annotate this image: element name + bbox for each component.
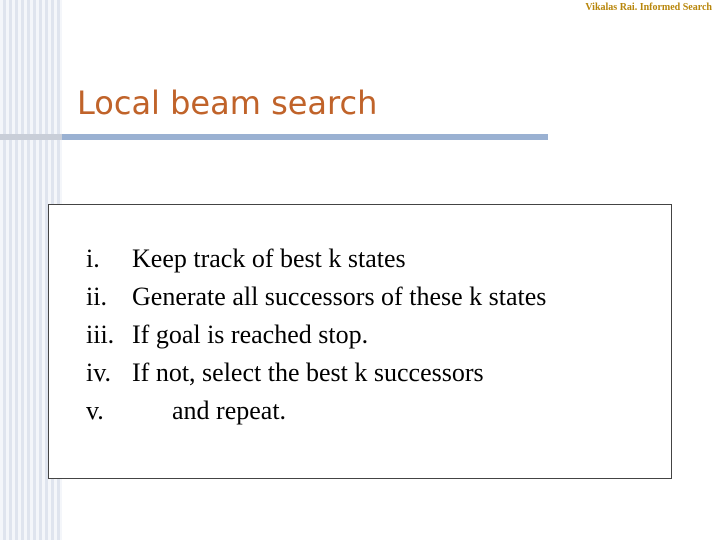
list-item-number: i. [86,244,100,273]
list-item-text: Keep track of best k states [132,244,406,273]
numbered-list [86,240,546,430]
list-item-number: ii. [86,282,107,311]
list-item-text: Generate all successors of these k states [132,282,547,311]
list-item-text: If not, select the best k successors [132,358,484,387]
list-item [86,240,546,278]
title-rule [62,134,548,140]
list-item [86,354,546,392]
header-text: Vikalas Rai. Informed Search [585,2,712,13]
list-item [86,392,546,430]
list-item-number: iii. [86,320,115,349]
content-box [48,204,672,479]
list-item [86,278,546,316]
list-item-number: iv. [86,358,112,387]
list-item [86,316,546,354]
slide-title: Local beam search [77,84,378,122]
list-item-text: If goal is reached stop. [132,320,369,349]
list-item-number: v. [86,396,104,425]
list-item-text: and repeat. [172,396,287,425]
title-rule-left [0,134,62,140]
